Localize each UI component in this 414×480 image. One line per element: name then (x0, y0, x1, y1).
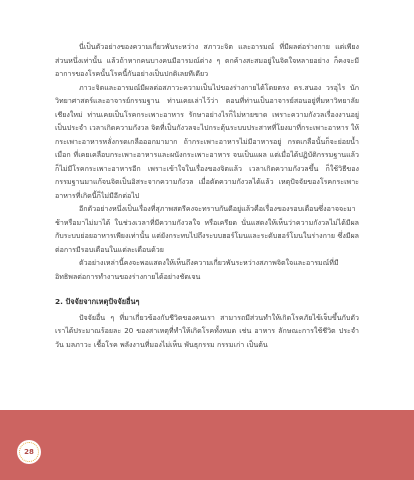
section-heading: 2. ปัจจัยจากเหตุปัจจัยอื่นๆ (55, 297, 140, 306)
page-number-badge (17, 440, 41, 464)
page-text-body (55, 40, 359, 351)
footer-band (0, 410, 414, 480)
page-number: 28 (24, 448, 34, 456)
paragraph-other-factors: ปัจจัยอื่น ๆ ที่มาเกี่ยวข้องกับชีวิตของคนเรา สามารถมีส่วนทำให้เกิดโรคภัยไข้เจ็บขึ้นกับตัวเราได้ประมาณร้อยละ 20 ของสาเหตุที่ทำให้เกิดโรคทั้งหมด เช่น อาหาร ลักษณะการใช้ชีวิต ประจำวัน มลภาวะ เชื้อโรค พลังงานที่มองไม่เห็น พันธุกรรม กรรมเก่า เป็นต้น (55, 312, 359, 349)
paragraph-conclusion: ตัวอย่างเหล่านี้คงจะพอแสดงให้เห็นถึงความเกี่ยวพันระหว่างสภาพจิตใจและอารมณ์ที่มีอิทธิพลต่อการทำงานของร่างกายได้อย่างชัดเจน (55, 258, 339, 281)
paragraph-anxiety-example: ภาวะจิตและอารมณ์มีผลต่อสภาวะความเป็นไปของร่างกายได้โดยตรง ดร.สนอง วรอุไร นักวิทยาศาสตร์และอาจารย์กรรมฐาน ท่านเคยเล่าไว้ว่า ตอนที่ท่านเป็นอาจารย์สอนอยู่ที่มหาวิทยาลัยเชียงใหม่ ท่านเคยเป็นโรคกระเพาะอาหาร รักษาอย่างไรก็ไม่หายขาด เพราะความกังวลเรื่องงานอยู่เป็นประจำ เวลาเกิดความกังวล จิตที่เป็นกังวลจะไปกระตุ้นระบบประสาทที่โยงมาที่กระเพาะอาหาร ให้กระเพาะอาหารหลั่งกรดเกลือออกมามาก ถ้ากระเพาะอาหารไม่มีอาหารอยู่ กรดเกลือนั้นก็จะย่อยน้ำเมือก ที่เคยเคลือบกระเพาะอาหารและผนังกระเพาะอาหาร จนเป็นแผล แต่เมื่อได้ปฏิบัติกรรมฐานแล้ว ก็ไม่มีโรคกระเพาะอาหารอีก เพราะเข้าใจในเรื่องของจิตแล้ว เวลาเกิดความกังวลขึ้น ก็ใช้วิธีของกรรมฐานมาแก้จนจิตเป็นอิสระจากความกังวล เมื่อตัดความกังวลได้แล้ว เหตุปัจจัยของโรคกระเพาะอาหารที่เกิดนี้ก็ไม่มีอีกต่อไป (55, 82, 359, 200)
paragraph-menstruation-example: อีกตัวอย่างหนึ่งเป็นเรื่องที่สุภาพสตรีคงจะทราบกันดีอยู่แล้วคือเรื่องของรอบเดือนซึ่งอาจจะมาช้าหรือมาไม่มาได้ ในช่วงเวลาที่มีความกังวลใจ หรือเครียด นั่นแสดงให้เห็นว่าความกังวลไม่ได้มีผลกับระบบย่อยอาหารเพียงเท่านั้น แต่ยังกระทบไปถึงระบบฮอร์โมนและระดับฮอร์โมนในร่างกาย ซึ่งมีผลต่อการมีรอบเดือนในแต่ละเดือนด้วย (55, 204, 359, 254)
paragraph-intro: นี่เป็นตัวอย่างของความเกี่ยวพันระหว่าง สภาวะจิต และอารมณ์ ที่มีผลต่อร่างกาย แต่เพียงส่วนหนึ่งเท่านั้น แล้วถ้าหากคนบางคนมีอารมณ์ต่าง ๆ ตกค้างสะสมอยู่ในจิตใจหลายอย่าง ก็คงจะมีอาการของโรคนั้นโรคนี้กันอย่างเป็นปกติเลยทีเดียว (55, 42, 359, 78)
